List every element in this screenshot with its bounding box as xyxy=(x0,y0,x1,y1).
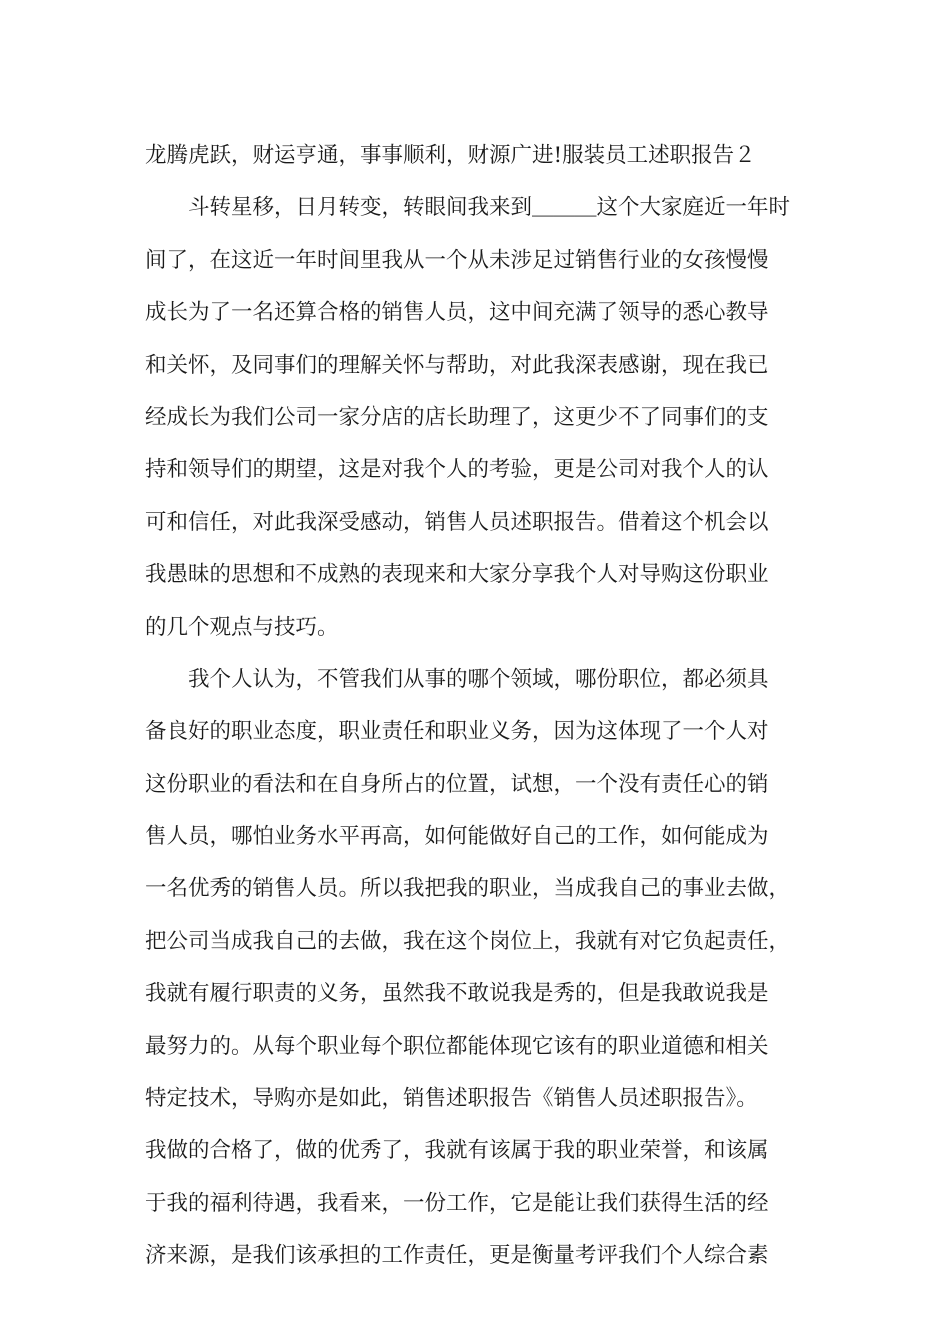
text-line: 我就有履行职责的义务，虽然我不敢说我是秀的，但是我敢说我是 xyxy=(145,981,769,1007)
text-line: 于我的福利待遇，我看来，一份工作，它是能让我们获得生活的经 xyxy=(145,1190,769,1216)
text-line: 斗转星移，日月转变，转眼间我来到＿＿＿这个大家庭近一年时 xyxy=(145,195,791,221)
text-line: 经成长为我们公司一家分店的店长助理了，这更少不了同事们的支 xyxy=(145,404,769,430)
text-line: 特定技术，导购亦是如此，销售述职报告《销售人员述职报告》。 xyxy=(145,1086,758,1112)
text-line: 我做的合格了，做的优秀了，我就有该属于我的职业荣誉，和该属 xyxy=(145,1138,769,1164)
text-line: 成长为了一名还算合格的销售人员，这中间充满了领导的悉心教导 xyxy=(145,300,769,326)
text-line: 间了，在这近一年时间里我从一个从未涉足过销售行业的女孩慢慢 xyxy=(145,247,769,273)
text-line: 这份职业的看法和在自身所占的位置，试想，一个没有责任心的销 xyxy=(145,771,769,797)
text-line: 龙腾虎跃，财运亨通，事事顺利，财源广进!服装员工述职报告２ xyxy=(145,143,756,168)
text-line: 备良好的职业态度，职业责任和职业义务，因为这体现了一个人对 xyxy=(145,719,769,745)
text-line: 我个人认为，不管我们从事的哪个领域，哪份职位，都必须具 xyxy=(145,666,769,692)
text-line: 济来源，是我们该承担的工作责任，更是衡量考评我们个人综合素 xyxy=(145,1243,769,1269)
document-body xyxy=(145,130,825,1283)
text-line: 最努力的。从每个职业每个职位都能体现它该有的职业道德和相关 xyxy=(145,1033,769,1059)
text-line: 持和领导们的期望，这是对我个人的考验，更是公司对我个人的认 xyxy=(145,457,769,483)
text-line: 可和信任，对此我深受感动，销售人员述职报告。借着这个机会以 xyxy=(145,509,769,535)
text-line: 售人员，哪怕业务水平再高，如何能做好自己的工作，如何能成为 xyxy=(145,824,769,850)
text-line: 和关怀，及同事们的理解关怀与帮助，对此我深表感谢，现在我已 xyxy=(145,352,769,378)
text-line: 一名优秀的销售人员。所以我把我的职业，当成我自己的事业去做， xyxy=(145,876,791,902)
text-line: 我愚昧的思想和不成熟的表现来和大家分享我个人对导购这份职业 xyxy=(145,562,769,588)
text-line: 的几个观点与技巧。 xyxy=(145,614,339,640)
text-line: 把公司当成我自己的去做，我在这个岗位上，我就有对它负起责任， xyxy=(145,928,791,954)
